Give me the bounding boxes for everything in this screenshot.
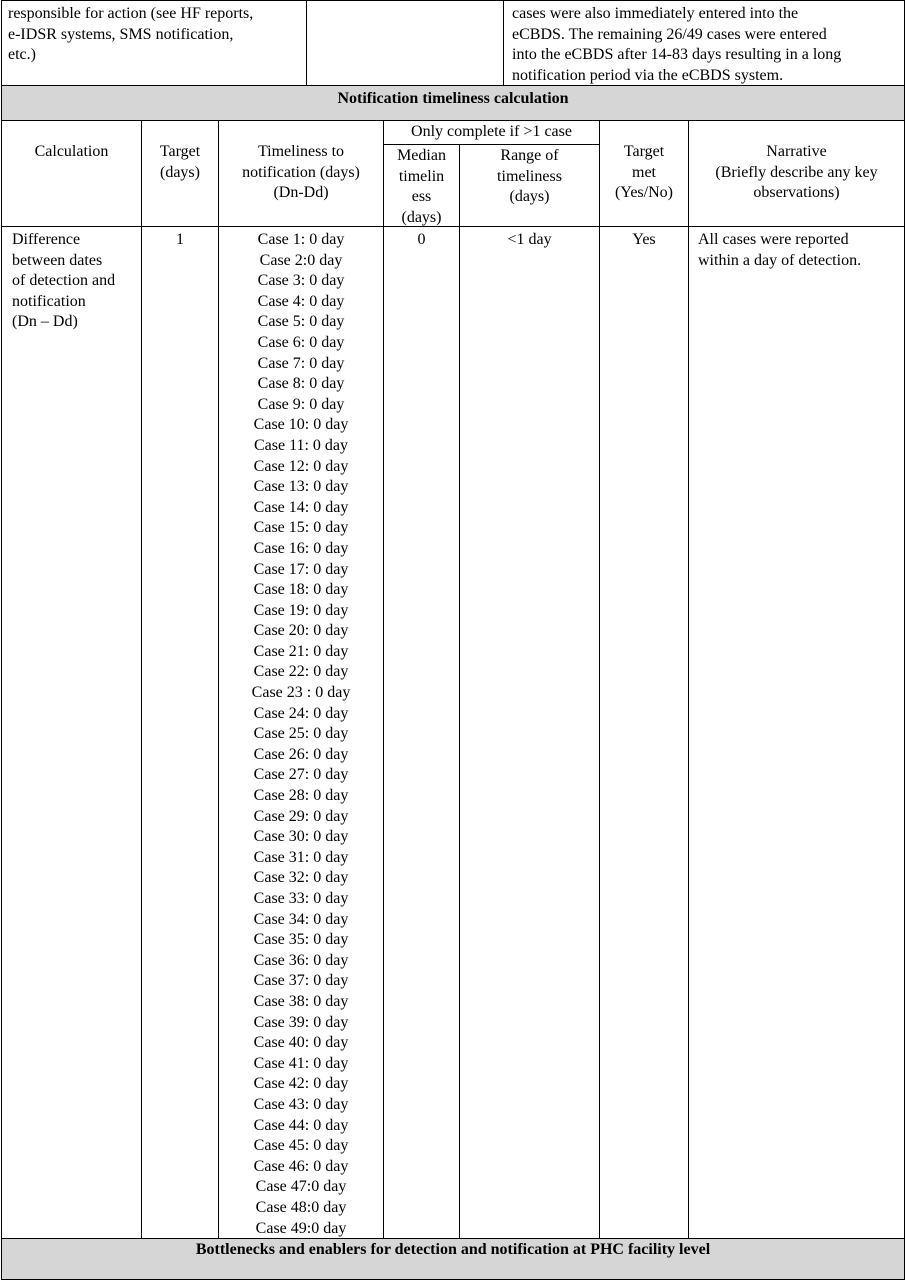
- case-line: Case 32: 0 day: [253, 869, 349, 887]
- case-line: Case 14: 0 day: [253, 498, 349, 516]
- case-line: Case 44: 0 day: [253, 1116, 349, 1134]
- calculation-cell: Difference between dates of detection and notification (Dn – Dd): [1, 226, 142, 1239]
- case-line: Case 48:0 day: [255, 1198, 347, 1216]
- case-line: Case 22: 0 day: [253, 663, 349, 681]
- case-line: Case 46: 0 day: [253, 1157, 349, 1175]
- case-line: Case 47:0 day: [255, 1178, 347, 1196]
- top-right-line: cases were also immediately entered into the: [512, 5, 799, 22]
- timeliness-cell: [218, 226, 384, 1239]
- footer-section-title: Bottlenecks and enablers for detection and notification at PHC facility level: [1, 1238, 905, 1280]
- target-cell: 1: [141, 226, 219, 1239]
- case-line: Case 27: 0 day: [253, 766, 349, 784]
- case-line: Case 34: 0 day: [253, 910, 349, 928]
- case-line: Case 9: 0 day: [257, 395, 345, 413]
- case-line: Case 49:0 day: [255, 1219, 347, 1237]
- top-left-line: etc.): [8, 46, 36, 64]
- header-range: Range of timeliness (days): [459, 144, 600, 227]
- case-line: Case 42: 0 day: [253, 1075, 349, 1093]
- top-left-line: responsible for action (see HF reports,: [8, 5, 254, 22]
- case-line: Case 3: 0 day: [257, 272, 345, 290]
- case-line: Case 11: 0 day: [253, 436, 349, 454]
- case-line: Case 2:0 day: [259, 251, 343, 269]
- case-line: Case 12: 0 day: [253, 457, 349, 475]
- header-target: Target (days): [141, 120, 219, 227]
- top-left-line: e-IDSR systems, SMS notification,: [8, 25, 234, 43]
- case-line: Case 39: 0 day: [253, 1013, 349, 1031]
- case-line: Case 31: 0 day: [253, 848, 349, 866]
- case-line: Case 37: 0 day: [253, 972, 349, 990]
- case-line: Case 1: 0 day: [257, 231, 345, 248]
- top-right-cell: [503, 0, 905, 86]
- case-line: Case 10: 0 day: [253, 416, 349, 434]
- header-timeliness: Timeliness to notification (days) (Dn-Dd): [218, 120, 384, 227]
- case-line: Case 26: 0 day: [253, 745, 349, 763]
- header-narrative: Narrative (Briefly describe any key observations): [688, 120, 905, 227]
- narrative-cell: All cases were reported within a day of detection.: [688, 226, 905, 1239]
- top-right-line: notification period via the eCBDS system.: [512, 66, 784, 84]
- header-median: Median timelin ess (days): [383, 144, 460, 227]
- target-met-cell: Yes: [599, 226, 689, 1239]
- case-line: Case 4: 0 day: [257, 292, 345, 310]
- case-line: Case 35: 0 day: [253, 931, 349, 949]
- header-calculation: Calculation: [1, 120, 142, 227]
- case-line: Case 43: 0 day: [253, 1095, 349, 1113]
- case-line: Case 7: 0 day: [257, 354, 345, 372]
- case-line: Case 18: 0 day: [253, 581, 349, 599]
- section-title: Notification timeliness calculation: [1, 85, 905, 121]
- case-line: Case 41: 0 day: [253, 1054, 349, 1072]
- case-line: Case 45: 0 day: [253, 1137, 349, 1155]
- case-line: Case 15: 0 day: [253, 519, 349, 537]
- case-line: Case 5: 0 day: [257, 313, 345, 331]
- case-line: Case 33: 0 day: [253, 890, 349, 907]
- case-line: Case 28: 0 day: [253, 787, 349, 805]
- range-cell: <1 day: [459, 226, 600, 1239]
- header-group: Only complete if >1 case: [383, 120, 600, 145]
- top-middle-cell: [306, 0, 504, 86]
- case-line: Case 30: 0 day: [253, 828, 349, 846]
- median-cell: 0: [383, 226, 460, 1239]
- header-target-met: Target met (Yes/No): [599, 120, 689, 227]
- case-line: Case 13: 0 day: [253, 478, 349, 496]
- case-line: Case 29: 0 day: [253, 807, 349, 825]
- top-right-line: eCBDS. The remaining 26/49 cases were entered: [512, 25, 827, 43]
- case-line: Case 23 : 0 day: [251, 684, 351, 702]
- case-line: Case 6: 0 day: [257, 333, 345, 351]
- case-line: Case 20: 0 day: [253, 622, 349, 640]
- case-line: Case 36: 0 day: [253, 951, 349, 969]
- case-line: Case 17: 0 day: [253, 560, 349, 578]
- case-list: [225, 230, 377, 1239]
- case-line: Case 24: 0 day: [253, 704, 349, 722]
- case-line: Case 19: 0 day: [253, 601, 349, 619]
- case-line: Case 38: 0 day: [253, 992, 349, 1010]
- top-left-cell: [1, 0, 307, 86]
- case-line: Case 40: 0 day: [253, 1034, 349, 1052]
- case-line: Case 16: 0 day: [253, 539, 349, 557]
- case-line: Case 8: 0 day: [257, 375, 345, 393]
- top-right-line: into the eCBDS after 14-83 days resulting in a long: [512, 46, 842, 64]
- case-line: Case 21: 0 day: [253, 642, 349, 660]
- case-line: Case 25: 0 day: [253, 725, 349, 743]
